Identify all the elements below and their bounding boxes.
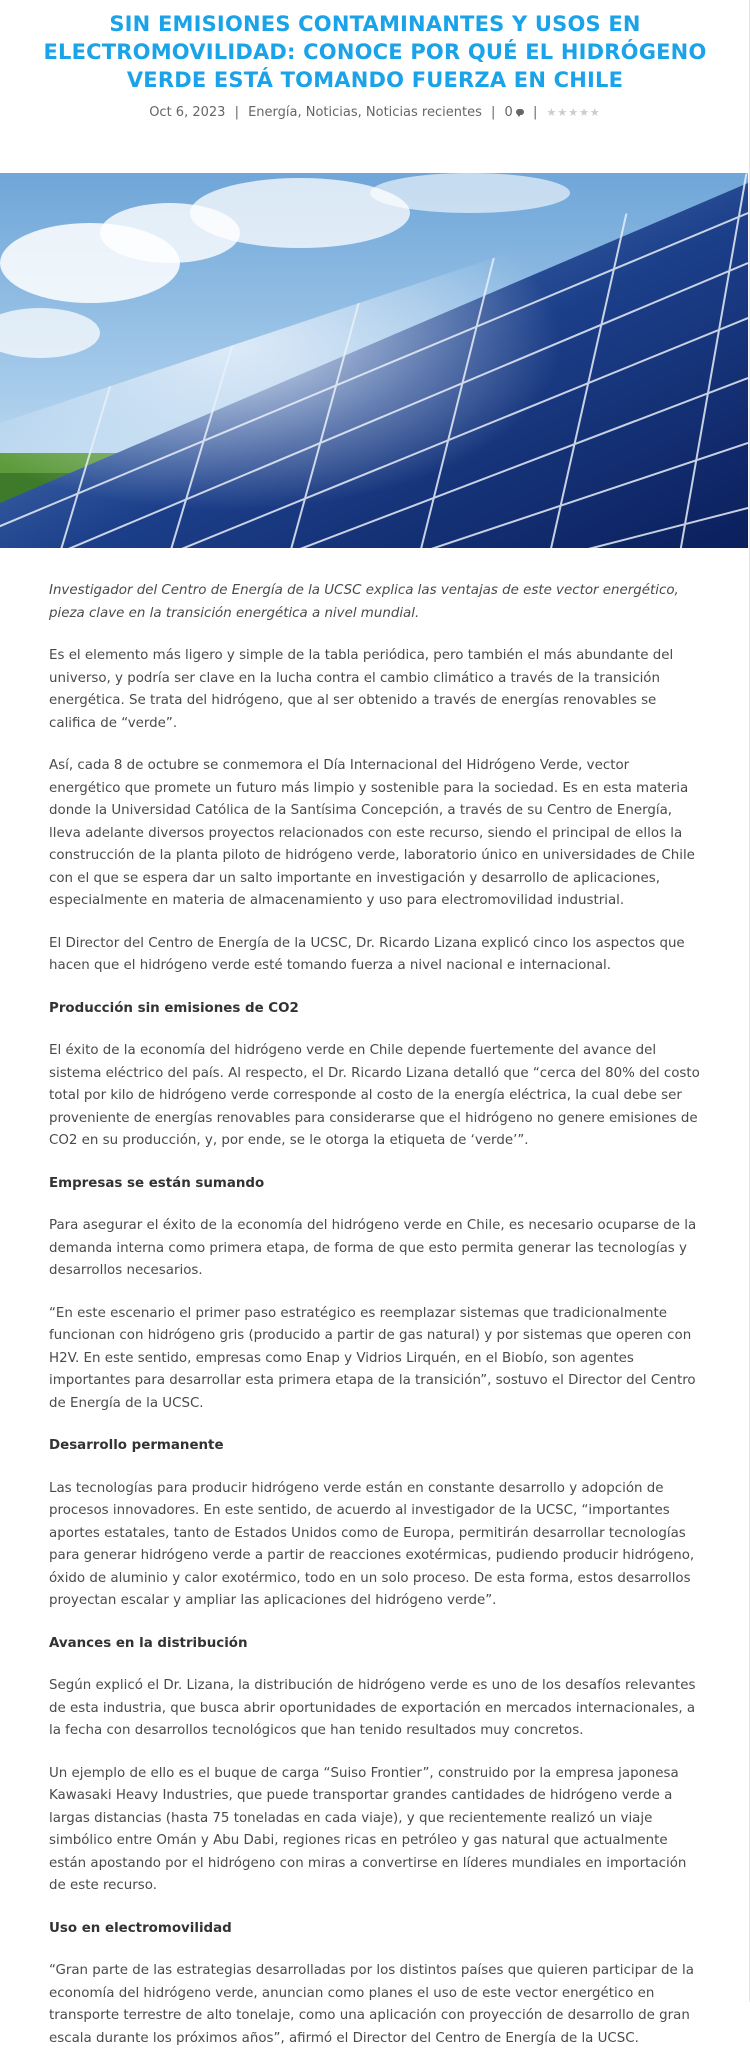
paragraph: Es el elemento más ligero y simple de la tabla periódica, pero también el más abundante del universo, y podría ser clave en la lucha contra el cambio climático a través de la transición energética. Se trata del hidrógeno, que al ser obtenido a través de energías renovables se califica de “verde”. xyxy=(49,648,674,731)
section-heading: Uso en electromovilidad xyxy=(49,1920,232,1936)
hero-image xyxy=(0,173,748,548)
paragraph: Un ejemplo de ello es el buque de carga “Suiso Frontier”, construido por la empresa japonesa Kawasaki Heavy Industries, que puede transportar grandes cantidades de hidrógeno verde a largas distancias (hasta 75 toneladas en cada viaje), y que recientemente realizó un viaje simbólico entre Omán y Abu Dabi, regiones ricas en petróleo y gas natural que actualmente están apostando por el hidrógeno con miras a convertirse en líderes mundiales en importación de este recurso. xyxy=(49,1765,687,1893)
paragraph: “En este escenario el primer paso estratégico es reemplazar sistemas que tradicionalmente funcionan con hidrógeno gris (producido a partir de gas natural) y por sistemas que operen con H2V. En este sentido, empresas como Enap y Vidrios Lirquén, en el Biobío, son agentes importantes para desarrollar esta primera etapa de la transición”, sostuvo el Director del Centro de Energía de la UCSC. xyxy=(49,1305,696,1411)
section-heading: Empresas se están sumando xyxy=(49,1175,265,1191)
paragraph: Según explicó el Dr. Lizana, la distribución de hidrógeno verde es uno de los desafíos relevantes de esta industria, que busca abrir oportunidades de exportación en mercados internacionales, a la fecha con desarrollos tecnológicos que han tenido resultados muy concretos. xyxy=(49,1678,696,1738)
meta-separator: | xyxy=(532,105,538,120)
section-heading: Desarrollo permanente xyxy=(49,1438,224,1453)
paragraph: Las tecnologías para producir hidrógeno verde están en constante desarrollo y adopción de procesos innovadores. En este sentido, de acuerdo al investigador de la UCSC, “importantes aportes estatales, tanto de Estados Unidos como de Europa, permitirán desarrollar tecnologías para generar hidrógeno verde a partir de reacciones exotérmicas, pudiendo producir hidrógeno, óxido de aluminio y calor exotérmico, todo en un solo proceso. De esta forma, estos desarrollos proyectan escalar y ampliar las aplicaciones del hidrógeno verde”. xyxy=(49,1480,695,1608)
article-body xyxy=(49,580,701,2070)
rating-stars: ★★★★★ xyxy=(546,106,601,119)
paragraph: El Director del Centro de Energía de la UCSC, Dr. Ricardo Lizana explicó cinco los aspectos que hacen que el hidrógeno verde esté tomando fuerza a nivel nacional e internacional. xyxy=(49,935,685,973)
article-lede: Investigador del Centro de Energía de la UCSC explica las ventajas de este vector energético, pieza clave en la transición energética a nivel mundial. xyxy=(49,583,679,621)
post-meta xyxy=(0,103,750,123)
paragraph: Para asegurar el éxito de la economía del hidrógeno verde en Chile, es necesario ocuparse de la demanda interna como primera etapa, de forma de que esto permita generar las tecnologías y desarrollos necesarios. xyxy=(49,1218,697,1278)
post-date: Oct 6, 2023 xyxy=(149,105,226,120)
paragraph: El éxito de la economía del hidrógeno verde en Chile depende fuertemente del avance del sistema eléctrico del país. Al respecto, el Dr. Ricardo Lizana detalló que “cerca del 80% del costo total por kilo de hidrógeno verde corresponde al costo de la energía eléctrica, la cual debe ser proveniente de energías renovables para considerarse que el hidrógeno no genere emisiones de CO2 en su producción, y, por ende, se le otorga la etiqueta de ‘verde’”. xyxy=(49,1043,700,1148)
article-title: SIN EMISIONES CONTAMINANTES Y USOS EN ELECTROMOVILIDAD: CONOCE POR QUÉ EL HIDRÓGENO VERDE ESTÁ TOMANDO FUERZA EN CHILE xyxy=(43,12,707,92)
meta-separator: | xyxy=(234,105,239,120)
section-heading: Producción sin emisiones de CO2 xyxy=(49,1000,299,1016)
post-categories[interactable]: Energía, Noticias, Noticias recientes xyxy=(248,105,482,120)
paragraph: Así, cada 8 de octubre se conmemora el Día Internacional del Hidrógeno Verde, vector energético que promete un futuro más limpio y sostenible para la sociedad. Es en esta materia donde la Universidad Católica de la Santísima Concepción, a través de su Centro de Energía, lleva adelante diversos proyectos relacionados con este recurso, siendo el principal de ellos la construcción de la planta piloto de hidrógeno verde, laboratorio único en universidades de Chile con el que se espera dar un salto importante en investigación y desarrollo de aplicaciones, especialmente en materia de almacenamiento y uso para electromovilidad industrial. xyxy=(49,758,695,908)
section-heading: Avances en la distribución xyxy=(49,1635,248,1651)
comments-link[interactable] xyxy=(505,105,528,120)
paragraph: “Gran parte de las estrategias desarrolladas por los distintos países que quieren participar de la economía del hidrógeno verde, anuncian como planes el uso de este vector energético en transporte terrestre de alto tonelaje, como una aplicación con proyección de desarrollo de gran escala durante los próximos años”, afirmó el Director del Centro de Energía de la UCSC. xyxy=(49,1963,694,2046)
comments-count[interactable]: 0 xyxy=(504,105,513,120)
solar-panel-photo xyxy=(0,173,748,548)
article-header xyxy=(0,0,750,123)
comment-bubble-icon xyxy=(516,109,524,115)
meta-separator: | xyxy=(491,105,496,120)
